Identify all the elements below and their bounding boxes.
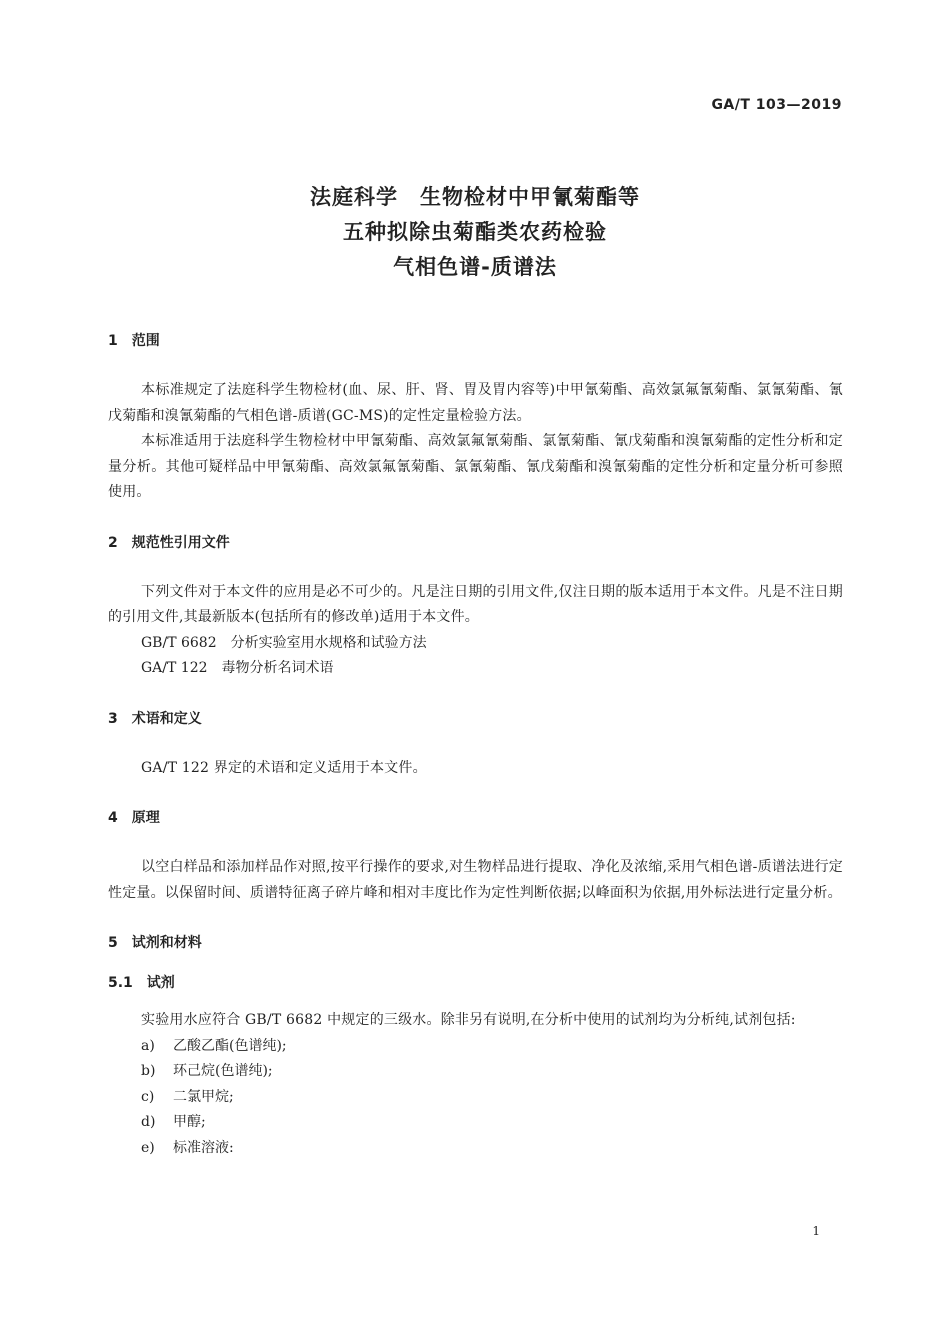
list-item <box>108 1110 843 1136</box>
list-item <box>108 1059 843 1085</box>
list-item-text: 标准溶液: <box>173 1139 234 1156</box>
list-item-text: 乙酸乙酯(色谱纯); <box>173 1037 287 1054</box>
reagents-paragraph: 实验用水应符合 GB/T 6682 中规定的三级水。除非另有说明,在分析中使用的试剂均为分析纯,试剂包括: <box>141 1012 796 1028</box>
list-marker: a) <box>141 1037 155 1054</box>
document-body <box>108 328 843 1161</box>
list-item-text: 环己烷(色谱纯); <box>173 1063 273 1079</box>
section-heading-terms: 3 术语和定义 <box>108 710 202 727</box>
standard-code: GA/T 103—2019 <box>711 97 842 113</box>
title-line-3: 气相色谱-质谱法 <box>393 255 557 279</box>
section-heading-normative-references: 2 规范性引用文件 <box>108 534 230 551</box>
list-item-text: 甲醇; <box>173 1114 206 1130</box>
list-item <box>108 1034 843 1060</box>
list-item <box>108 1085 843 1111</box>
scope-paragraph-2: 本标准适用于法庭科学生物检材中甲氰菊酯、高效氯氟氰菊酯、氯氰菊酯、氰戊菊酯和溴氰菊酯的定性分析和定量分析。其他可疑样品中甲氰菊酯、高效氯氟氰菊酯、氯氰菊酯、氰戊菊酯和溴氰菊酯的定性分析和定量分析可参照使用。 <box>108 433 843 500</box>
list-marker: c) <box>141 1088 155 1105</box>
references-paragraph: 下列文件对于本文件的应用是必不可少的。凡是注日期的引用文件,仅注日期的版本适用于本文件。凡是不注日期的引用文件,其最新版本(包括所有的修改单)适用于本文件。 <box>108 583 843 625</box>
document-title <box>0 180 950 285</box>
reference-item-gat122: GA/T 122 毒物分析名词术语 <box>141 660 334 676</box>
section-heading-reagents-materials: 5 试剂和材料 <box>108 935 202 951</box>
list-item <box>108 1136 843 1162</box>
title-line-1: 法庭科学 生物检材中甲氰菊酯等 <box>310 185 640 209</box>
title-line-2: 五种拟除虫菊酯类农药检验 <box>343 220 607 244</box>
scope-paragraph-1: 本标准规定了法庭科学生物检材(血、尿、肝、肾、胃及胃内容等)中甲氰菊酯、高效氯氟氰菊酯、氯氰菊酯、氰戊菊酯和溴氰菊酯的气相色谱-质谱(GC-MS)的定性定量检验方法。 <box>108 382 843 424</box>
list-marker: d) <box>141 1114 156 1130</box>
list-marker: b) <box>141 1063 156 1079</box>
list-item-text: 二氯甲烷; <box>173 1088 234 1105</box>
reference-item-gbt6682: GB/T 6682 分析实验室用水规格和试验方法 <box>141 634 427 651</box>
page-number: 1 <box>812 1224 820 1238</box>
principle-paragraph: 以空白样品和添加样品作对照,按平行操作的要求,对生物样品进行提取、净化及浓缩,采用气相色谱-质谱法进行定性定量。以保留时间、质谱特征离子碎片峰和相对丰度比作为定性判断依据;以峰面积为依据,用外标法进行定量分析。 <box>108 859 843 901</box>
terms-paragraph: GA/T 122 界定的术语和定义适用于本文件。 <box>141 759 427 776</box>
section-heading-principle: 4 原理 <box>108 810 160 826</box>
list-marker: e) <box>141 1139 155 1156</box>
section-heading-scope: 1 范围 <box>108 333 160 349</box>
subsection-heading-reagents: 5.1 试剂 <box>108 975 175 991</box>
